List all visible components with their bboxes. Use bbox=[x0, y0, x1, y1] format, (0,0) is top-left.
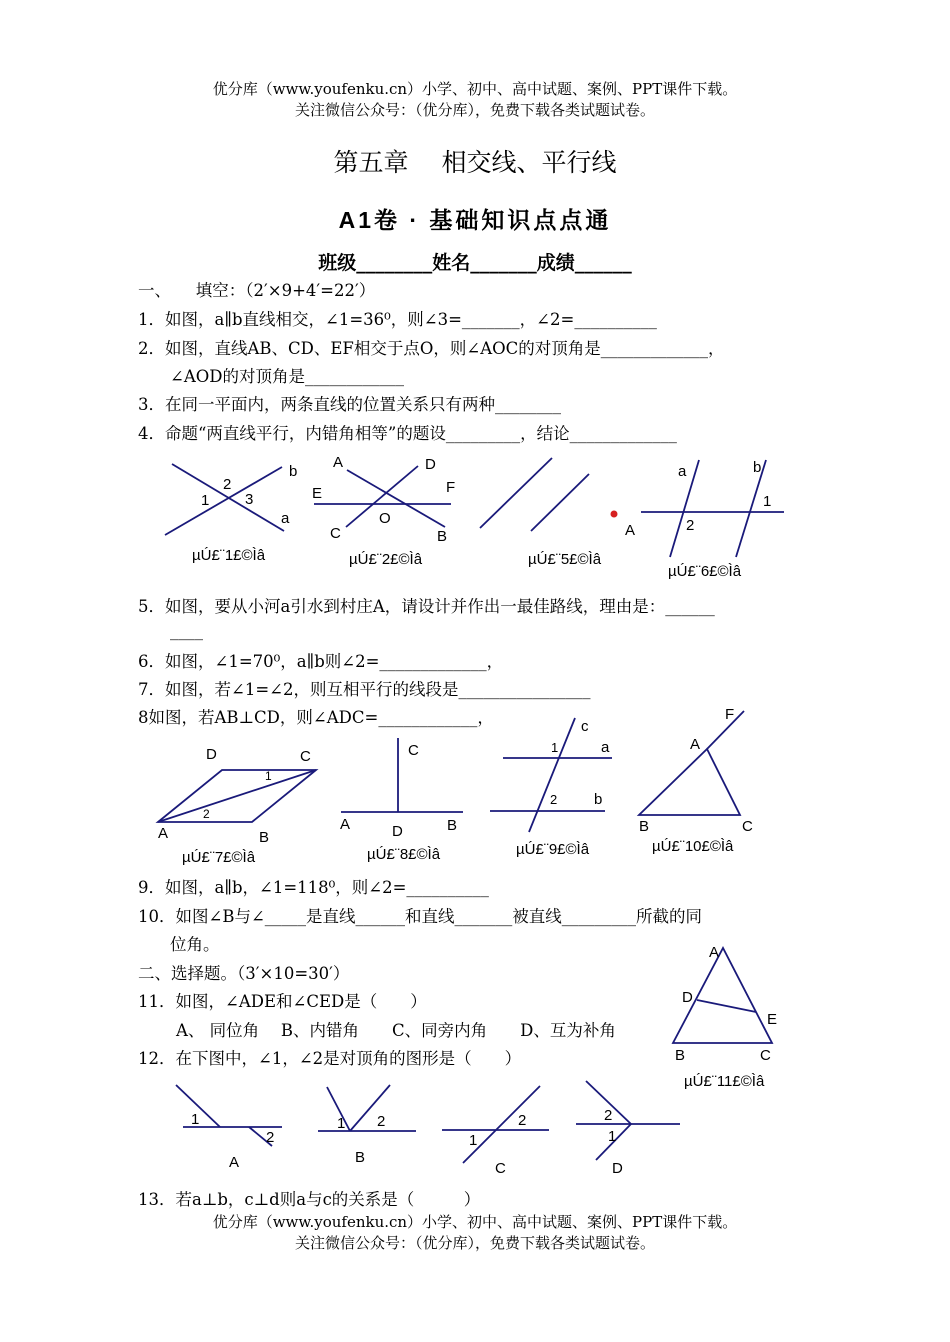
fig8-label: B bbox=[447, 817, 458, 834]
fig11-label: E bbox=[767, 1011, 778, 1028]
question-11-options: A、 同位角 B、内错角 C、同旁内角 D、互为补角 bbox=[176, 1021, 616, 1040]
fig11-line-de bbox=[697, 1000, 756, 1012]
fig10-caption: µÚ£¨10£©Ìâ bbox=[652, 838, 734, 855]
header-line-1: 优分库（www.youfenku.cn）小学、初中、高中试题、案例、PPT课件下载。 bbox=[212, 80, 738, 98]
section-2-heading: 二、选择题。（3′×10=30′） bbox=[138, 964, 350, 983]
fig7-label: 1 bbox=[265, 769, 272, 783]
chapter-title: 第五章 相交线、平行线 bbox=[333, 148, 617, 177]
question-7: 7．如图，若∠1=∠2，则互相平行的线段是________________ bbox=[138, 680, 591, 699]
fig1-caption: µÚ£¨1£©Ìâ bbox=[192, 547, 266, 564]
fig2-caption: µÚ£¨2£©Ìâ bbox=[349, 551, 423, 568]
fig2-label: O bbox=[379, 510, 391, 527]
question-5-continued: ____ bbox=[170, 621, 203, 640]
fig7-label: A bbox=[158, 825, 169, 842]
question-9: 9．如图，a∥b，∠1=118⁰，则∠2=__________ bbox=[138, 878, 489, 897]
fig11-caption: µÚ£¨11£©Ìâ bbox=[684, 1073, 765, 1090]
q12-option-label: C bbox=[495, 1160, 506, 1177]
fig10-label: A bbox=[690, 736, 701, 753]
fig5-river-line-2 bbox=[531, 474, 589, 531]
fig1-label: 3 bbox=[245, 491, 254, 508]
fig5-label: A bbox=[625, 522, 636, 539]
q12c-diagonal bbox=[463, 1086, 540, 1163]
fig1-label: b bbox=[289, 463, 298, 480]
fig8-label: C bbox=[408, 742, 419, 759]
fig11-label: C bbox=[760, 1047, 771, 1064]
fig8-label: A bbox=[340, 816, 351, 833]
fig6-caption: µÚ£¨6£©Ìâ bbox=[668, 563, 742, 580]
fig2-label: C bbox=[330, 525, 341, 542]
fig10-triangle bbox=[639, 749, 740, 815]
question-3: 3．在同一平面内，两条直线的位置关系只有两种________ bbox=[138, 395, 561, 414]
fig7-label: B bbox=[259, 829, 270, 846]
fig1-label: 2 bbox=[223, 476, 232, 493]
q12a-angle-label: 2 bbox=[266, 1129, 275, 1146]
footer-line-2: 关注微信公众号：（优分库），免费下载各类试题试卷。 bbox=[294, 1234, 655, 1252]
fig10-label: F bbox=[725, 706, 735, 723]
fig6-label: b bbox=[753, 459, 762, 476]
question-2-continued: ∠AOD的对顶角是____________ bbox=[170, 367, 404, 386]
question-1: 1．如图，a∥b直线相交，∠1=36⁰，则∠3=_______，∠2=__________ bbox=[138, 310, 657, 329]
question-13: 13．若a⊥b，c⊥d则a与c的关系是（ ） bbox=[138, 1190, 481, 1209]
section-1-heading: 一、 填空：（2′×9+4′=22′） bbox=[138, 281, 376, 300]
fig7-caption: µÚ£¨7£©Ìâ bbox=[182, 849, 256, 866]
question-10: 10．如图∠B与∠_____是直线______和直线_______被直线_________所截的同 bbox=[138, 907, 703, 926]
fig7-label: D bbox=[206, 746, 217, 763]
question-12: 12．在下图中，∠1，∠2是对顶角的图形是（ ） bbox=[138, 1049, 522, 1068]
q12c-angle-label: 1 bbox=[469, 1132, 478, 1149]
fig2-label: B bbox=[437, 528, 448, 545]
fig9-line-c bbox=[529, 718, 575, 832]
paper-subtitle: A1卷 · 基础知识点点通 bbox=[338, 207, 612, 233]
footer-line-1: 优分库（www.youfenku.cn）小学、初中、高中试题、案例、PPT课件下载。 bbox=[212, 1213, 738, 1231]
fig2-label: F bbox=[446, 479, 456, 496]
fig11-label: B bbox=[675, 1047, 686, 1064]
header-line-2: 关注微信公众号：（优分库），免费下载各类试题试卷。 bbox=[294, 101, 655, 119]
fig8-label: D bbox=[392, 823, 403, 840]
q12-option-label: B bbox=[355, 1149, 366, 1166]
fig6-label: 2 bbox=[686, 517, 695, 534]
q12a-angle-label: 1 bbox=[191, 1111, 200, 1128]
fig7-label: 2 bbox=[203, 807, 210, 821]
fig2-line-ab bbox=[347, 470, 445, 527]
fig7-diagonal bbox=[158, 770, 316, 822]
question-5: 5．如图，要从小河a引水到村庄A，请设计并作出一最佳路线，理由是：______ bbox=[138, 597, 715, 616]
fig9-label: 1 bbox=[551, 740, 559, 755]
student-info: 班级________姓名_______成绩______ bbox=[318, 252, 632, 274]
q12b-angle-label: 1 bbox=[337, 1115, 346, 1132]
fig6-label: a bbox=[678, 463, 687, 480]
question-6: 6．如图，∠1=70⁰，a∥b则∠2=_____________， bbox=[138, 652, 504, 671]
question-10-continued: 位角。 bbox=[170, 935, 220, 954]
fig8-caption: µÚ£¨8£©Ìâ bbox=[367, 846, 441, 863]
question-8: 8如图，若AB⊥CD，则∠ADC=____________， bbox=[138, 708, 494, 727]
fig10-label: C bbox=[742, 818, 753, 835]
fig2-label: E bbox=[312, 485, 323, 502]
fig10-label: B bbox=[639, 818, 650, 835]
fig6-line-b bbox=[736, 460, 766, 557]
fig1-label: a bbox=[281, 510, 290, 527]
question-2: 2．如图，直线AB、CD、EF相交于点O，则∠AOC的对顶角是_____________， bbox=[138, 339, 725, 358]
q12c-angle-label: 2 bbox=[518, 1112, 527, 1129]
fig9-label: c bbox=[581, 718, 589, 735]
fig9-label: a bbox=[601, 739, 610, 756]
fig2-label: D bbox=[425, 456, 436, 473]
fig1-label: 1 bbox=[201, 492, 210, 509]
fig2-label: A bbox=[333, 454, 344, 471]
fig9-label: 2 bbox=[550, 792, 558, 807]
fig5-river-line-1 bbox=[480, 458, 552, 528]
fig7-label: C bbox=[300, 748, 311, 765]
fig5-caption: µÚ£¨5£©Ìâ bbox=[528, 551, 602, 568]
fig11-label: D bbox=[682, 989, 693, 1006]
q12d-angle-label: 1 bbox=[608, 1128, 617, 1145]
fig9-label: b bbox=[594, 791, 603, 808]
fig11-label: A bbox=[709, 944, 720, 961]
q12b-angle-label: 2 bbox=[377, 1113, 386, 1130]
q12-option-label: D bbox=[612, 1160, 623, 1177]
fig5-village-point bbox=[611, 511, 618, 518]
fig6-label: 1 bbox=[763, 493, 772, 510]
q12-option-label: A bbox=[229, 1154, 240, 1171]
question-11: 11．如图，∠ADE和∠CED是（ ） bbox=[138, 992, 427, 1011]
fig9-caption: µÚ£¨9£©Ìâ bbox=[516, 841, 590, 858]
q12d-angle-label: 2 bbox=[604, 1107, 613, 1124]
question-4: 4．命题“两直线平行，内错角相等”的题设_________，结论_____________ bbox=[138, 424, 677, 443]
